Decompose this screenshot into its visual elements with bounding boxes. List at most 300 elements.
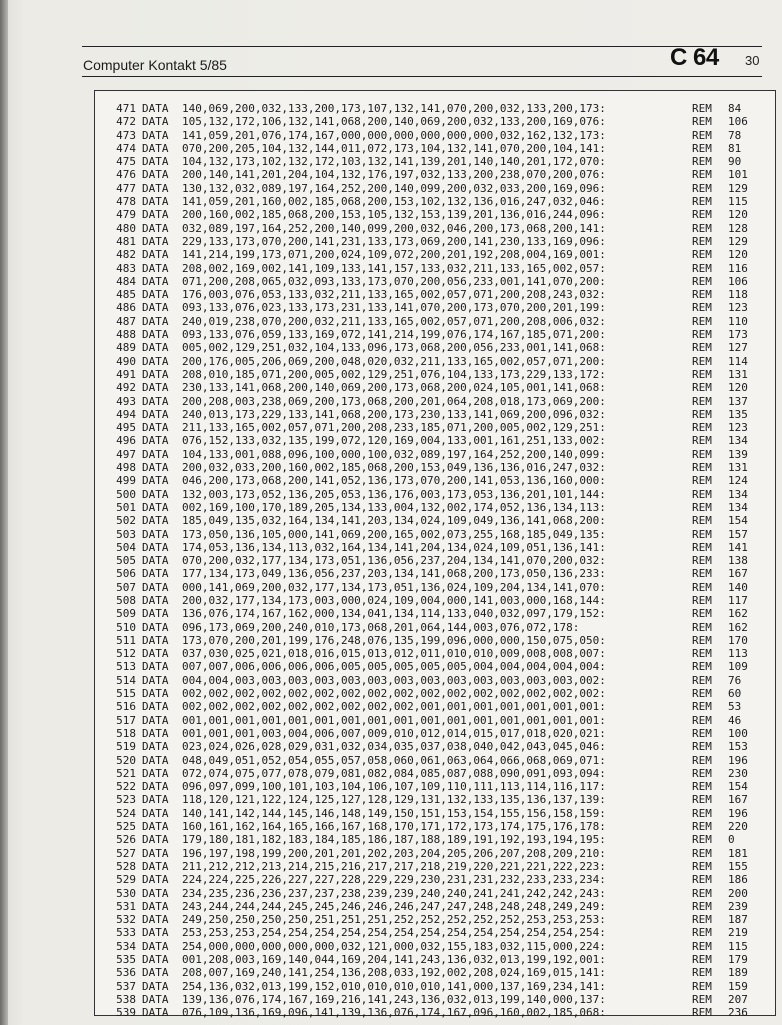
rem-keyword: REM (692, 687, 712, 701)
rem-keyword: REM (692, 381, 712, 395)
checksum: 115 (728, 939, 748, 953)
checksum: 141 (728, 540, 748, 554)
line-number: 531 (116, 899, 136, 913)
rem-keyword: REM (692, 328, 712, 342)
data-values: 211,212,212,213,214,215,216,217,217,218,219,220,221,221,222,223: (182, 859, 606, 873)
data-values: 185,049,135,032,164,134,141,203,134,024,109,049,136,141,068,200: (182, 514, 606, 528)
data-keyword: DATA (142, 381, 169, 395)
listing-line (106, 275, 754, 288)
line-number: 534 (116, 939, 136, 953)
listing-line (106, 235, 754, 248)
rem-keyword: REM (692, 447, 712, 461)
checksum: 135 (728, 407, 748, 421)
data-keyword: DATA (142, 155, 169, 169)
data-values: 243,244,244,244,245,245,246,246,246,247,247,248,248,248,249,249: (182, 899, 606, 913)
data-keyword: DATA (142, 673, 169, 687)
checksum: 76 (728, 673, 742, 687)
section-title: C 64 (670, 44, 719, 71)
data-keyword: DATA (142, 341, 169, 355)
rem-keyword: REM (692, 407, 712, 421)
data-values: 249,250,250,250,250,251,251,251,252,252,252,252,252,253,253,253: (182, 913, 606, 927)
listing-line (106, 581, 754, 594)
data-values: 177,134,173,049,136,056,237,203,134,141,068,200,173,050,136,233: (182, 567, 606, 581)
line-number: 499 (116, 474, 136, 488)
checksum: 123 (728, 301, 748, 315)
line-number: 509 (116, 607, 136, 621)
line-number: 538 (116, 992, 136, 1006)
data-values: 229,133,173,070,200,141,231,133,173,069,200,141,230,133,169,096: (182, 234, 606, 248)
data-values: 093,133,076,023,133,173,231,133,141,070,200,173,070,200,201,199: (182, 301, 606, 315)
data-values: 140,141,142,144,145,146,148,149,150,151,153,154,155,156,158,159: (182, 806, 606, 820)
data-keyword: DATA (142, 115, 169, 129)
checksum: 120 (728, 208, 748, 222)
rem-keyword: REM (692, 367, 712, 381)
rem-keyword: REM (692, 434, 712, 448)
listing-line (106, 860, 754, 873)
rem-keyword: REM (692, 673, 712, 687)
rem-keyword: REM (692, 873, 712, 887)
rem-keyword: REM (692, 620, 712, 634)
checksum: 109 (728, 660, 748, 674)
rem-keyword: REM (692, 288, 712, 302)
line-number: 489 (116, 341, 136, 355)
checksum: 78 (728, 128, 742, 142)
checksum: 113 (728, 647, 748, 661)
line-number: 528 (116, 859, 136, 873)
checksum: 114 (728, 354, 748, 368)
line-number: 508 (116, 593, 136, 607)
listing-line (106, 873, 754, 886)
data-keyword: DATA (142, 633, 169, 647)
rem-keyword: REM (692, 979, 712, 993)
data-keyword: DATA (142, 726, 169, 740)
rem-keyword: REM (692, 155, 712, 169)
line-number: 504 (116, 540, 136, 554)
checksum: 220 (728, 820, 748, 834)
data-keyword: DATA (142, 793, 169, 807)
page-number: 30 (745, 53, 760, 68)
line-number: 471 (116, 102, 136, 115)
listing-line (106, 554, 754, 567)
listing-line (106, 501, 754, 514)
listing-line (106, 993, 754, 1006)
data-values: 072,074,075,077,078,079,081,082,084,085,087,088,090,091,093,094: (182, 766, 606, 780)
checksum: 162 (728, 607, 748, 621)
checksum: 236 (728, 1006, 748, 1020)
listing-line (106, 847, 754, 860)
checksum: 81 (728, 141, 742, 155)
listing-line (106, 381, 754, 394)
line-number: 477 (116, 181, 136, 195)
rem-keyword: REM (692, 753, 712, 767)
data-keyword: DATA (142, 554, 169, 568)
rem-keyword: REM (692, 474, 712, 488)
checksum: 219 (728, 926, 748, 940)
header-top-rule (82, 46, 762, 47)
checksum: 100 (728, 726, 748, 740)
line-number: 483 (116, 261, 136, 275)
data-values: 070,200,032,177,134,173,051,136,056,237,204,134,141,070,200,032: (182, 554, 606, 568)
listing-line (106, 567, 754, 580)
checksum: 167 (728, 567, 748, 581)
checksum: 153 (728, 740, 748, 754)
line-number: 525 (116, 820, 136, 834)
line-number: 502 (116, 514, 136, 528)
rem-keyword: REM (692, 168, 712, 182)
data-keyword: DATA (142, 780, 169, 794)
data-values: 230,133,141,068,200,140,069,200,173,068,200,024,105,001,141,068: (182, 381, 606, 395)
rem-keyword: REM (692, 780, 712, 794)
data-keyword: DATA (142, 939, 169, 953)
data-values: 160,161,162,164,165,166,167,168,170,171,172,173,174,175,176,178: (182, 820, 606, 834)
line-number: 537 (116, 979, 136, 993)
checksum: 101 (728, 168, 748, 182)
checksum: 157 (728, 527, 748, 541)
checksum: 154 (728, 780, 748, 794)
listing-line (106, 647, 754, 660)
data-keyword: DATA (142, 833, 169, 847)
listing-line (106, 328, 754, 341)
listing-line (106, 488, 754, 501)
rem-keyword: REM (692, 647, 712, 661)
data-values: 200,032,177,134,173,003,000,024,109,004,000,141,003,000,168,144: (182, 593, 606, 607)
line-number: 480 (116, 221, 136, 235)
listing-line (106, 182, 754, 195)
data-keyword: DATA (142, 979, 169, 993)
data-keyword: DATA (142, 168, 169, 182)
checksum: 123 (728, 421, 748, 435)
rem-keyword: REM (692, 128, 712, 142)
checksum: 0 (728, 833, 735, 847)
data-values: 253,253,253,254,254,254,254,254,254,254,254,254,254,254,254,254: (182, 926, 606, 940)
checksum: 140 (728, 580, 748, 594)
data-keyword: DATA (142, 514, 169, 528)
data-values: 211,133,165,002,057,071,200,208,233,185,071,200,005,002,129,251: (182, 421, 606, 435)
checksum: 129 (728, 181, 748, 195)
line-number: 524 (116, 806, 136, 820)
line-number: 472 (116, 115, 136, 129)
line-number: 488 (116, 328, 136, 342)
data-keyword: DATA (142, 886, 169, 900)
rem-keyword: REM (692, 248, 712, 262)
data-values: 000,141,069,200,032,177,134,173,051,136,024,109,204,134,141,070: (182, 580, 606, 594)
listing-line (106, 514, 754, 527)
listing-line (106, 528, 754, 541)
data-values: 007,007,006,006,006,006,005,005,005,005,005,004,004,004,004,004: (182, 660, 606, 674)
line-number: 486 (116, 301, 136, 315)
line-number: 505 (116, 554, 136, 568)
data-values: 234,235,236,236,237,237,238,239,239,240,240,241,241,242,242,243: (182, 886, 606, 900)
checksum: 181 (728, 846, 748, 860)
line-number: 526 (116, 833, 136, 847)
magazine-issue: Computer Kontakt 5/85 (83, 57, 227, 73)
listing-line (106, 807, 754, 820)
checksum: 167 (728, 793, 748, 807)
listing-line (106, 474, 754, 487)
data-values: 023,024,026,028,029,031,032,034,035,037,038,040,042,043,045,046: (182, 740, 606, 754)
line-number: 478 (116, 195, 136, 209)
data-keyword: DATA (142, 753, 169, 767)
line-number: 474 (116, 141, 136, 155)
data-keyword: DATA (142, 1006, 169, 1020)
line-number: 535 (116, 953, 136, 966)
checksum: 155 (728, 859, 748, 873)
rem-keyword: REM (692, 115, 712, 129)
data-values: 141,059,201,160,002,185,068,200,153,102,132,136,016,247,032,046: (182, 195, 606, 209)
data-values: 130,132,032,089,197,164,252,200,140,099,200,032,033,200,169,096: (182, 181, 606, 195)
rem-keyword: REM (692, 992, 712, 1006)
data-keyword: DATA (142, 195, 169, 209)
data-values: 001,208,003,169,140,044,169,204,141,243,136,032,013,199,192,001: (182, 953, 606, 966)
listing-line (106, 594, 754, 607)
rem-keyword: REM (692, 607, 712, 621)
listing-line (106, 820, 754, 833)
checksum: 134 (728, 434, 748, 448)
line-number: 512 (116, 647, 136, 661)
listing-line (106, 155, 754, 168)
line-number: 529 (116, 873, 136, 887)
checksum: 137 (728, 394, 748, 408)
listing-line (106, 129, 754, 142)
data-keyword: DATA (142, 607, 169, 621)
listing-line (106, 315, 754, 328)
line-number: 481 (116, 234, 136, 248)
data-keyword: DATA (142, 181, 169, 195)
rem-keyword: REM (692, 633, 712, 647)
listing-lines (106, 102, 754, 1019)
data-keyword: DATA (142, 314, 169, 328)
data-values: 002,169,100,170,189,205,134,133,004,132,002,174,052,136,134,113: (182, 500, 606, 514)
line-number: 519 (116, 740, 136, 754)
data-values: 196,197,198,199,200,201,201,202,203,204,205,206,207,208,209,210: (182, 846, 606, 860)
listing-line (106, 660, 754, 673)
listing-line (106, 168, 754, 181)
rem-keyword: REM (692, 766, 712, 780)
checksum: 46 (728, 713, 742, 727)
rem-keyword: REM (692, 554, 712, 568)
line-number: 515 (116, 687, 136, 701)
data-values: 104,132,173,102,132,172,103,132,141,139,201,140,140,201,172,070: (182, 155, 606, 169)
line-number: 532 (116, 913, 136, 927)
rem-keyword: REM (692, 141, 712, 155)
checksum: 116 (728, 261, 748, 275)
data-values: 240,013,173,229,133,141,068,200,173,230,133,141,069,200,096,032: (182, 407, 606, 421)
checksum: 115 (728, 195, 748, 209)
listing-line (106, 222, 754, 235)
listing-line (106, 115, 754, 128)
data-values: 132,003,173,052,136,205,053,136,176,003,173,053,136,201,101,144: (182, 487, 606, 501)
data-values: 001,001,001,001,001,001,001,001,001,001,001,001,001,001,001,001: (182, 713, 606, 727)
listing-line (106, 102, 754, 115)
data-values: 200,160,002,185,068,200,153,105,132,153,139,201,136,016,244,096: (182, 208, 606, 222)
checksum: 179 (728, 953, 748, 966)
checksum: 129 (728, 234, 748, 248)
rem-keyword: REM (692, 886, 712, 900)
line-number: 503 (116, 527, 136, 541)
rem-keyword: REM (692, 540, 712, 554)
listing-line (106, 301, 754, 314)
checksum: 128 (728, 221, 748, 235)
line-number: 533 (116, 926, 136, 940)
data-values: 096,097,099,100,101,103,104,106,107,109,110,111,113,114,116,117: (182, 780, 606, 794)
line-number: 490 (116, 354, 136, 368)
data-values: 070,200,205,104,132,144,011,072,173,104,132,141,070,200,104,141: (182, 141, 606, 155)
listing-line (106, 355, 754, 368)
data-keyword: DATA (142, 846, 169, 860)
rem-keyword: REM (692, 660, 712, 674)
data-keyword: DATA (142, 261, 169, 275)
line-number: 496 (116, 434, 136, 448)
line-number: 510 (116, 620, 136, 634)
data-values: 076,152,133,032,135,199,072,120,169,004,133,001,161,251,133,002: (182, 434, 606, 448)
line-number: 498 (116, 461, 136, 475)
checksum: 162 (728, 620, 748, 634)
checksum: 189 (728, 966, 748, 980)
line-number: 514 (116, 673, 136, 687)
checksum: 127 (728, 341, 748, 355)
rem-keyword: REM (692, 354, 712, 368)
line-number: 516 (116, 700, 136, 714)
data-values: 002,002,002,002,002,002,002,002,002,002,002,002,002,002,002,002: (182, 687, 606, 701)
data-values: 104,133,001,088,096,100,000,100,032,089,197,164,252,200,140,099: (182, 447, 606, 461)
rem-keyword: REM (692, 593, 712, 607)
listing-line (106, 727, 754, 740)
rem-keyword: REM (692, 394, 712, 408)
rem-keyword: REM (692, 806, 712, 820)
header-bottom-rule (82, 76, 762, 77)
rem-keyword: REM (692, 966, 712, 980)
data-values: 141,059,201,076,174,167,000,000,000,000,000,000,032,162,132,173: (182, 128, 606, 142)
checksum: 173 (728, 328, 748, 342)
rem-keyword: REM (692, 939, 712, 953)
checksum: 110 (728, 314, 748, 328)
data-values: 076,109,136,169,096,141,139,136,076,174,167,096,160,002,185,068: (182, 1006, 606, 1020)
data-keyword: DATA (142, 859, 169, 873)
line-number: 507 (116, 580, 136, 594)
data-values: 173,050,136,105,000,141,069,200,165,002,073,255,168,185,049,135: (182, 527, 606, 541)
line-number: 522 (116, 780, 136, 794)
listing-line (106, 368, 754, 381)
listing-line (106, 714, 754, 727)
data-keyword: DATA (142, 540, 169, 554)
rem-keyword: REM (692, 580, 712, 594)
listing-line (106, 740, 754, 753)
listing-line (106, 288, 754, 301)
rem-keyword: REM (692, 274, 712, 288)
data-keyword: DATA (142, 740, 169, 754)
data-keyword: DATA (142, 713, 169, 727)
data-keyword: DATA (142, 128, 169, 142)
data-values: 001,001,001,003,004,006,007,009,010,012,014,015,017,018,020,021: (182, 726, 606, 740)
line-number: 473 (116, 128, 136, 142)
data-values: 032,089,197,164,252,200,140,099,200,032,046,200,173,068,200,141: (182, 221, 606, 235)
listing-line (106, 833, 754, 846)
rem-keyword: REM (692, 793, 712, 807)
data-values: 208,002,169,002,141,109,133,141,157,133,032,211,133,165,002,057: (182, 261, 606, 275)
data-keyword: DATA (142, 208, 169, 222)
data-keyword: DATA (142, 953, 169, 966)
rem-keyword: REM (692, 567, 712, 581)
rem-keyword: REM (692, 740, 712, 754)
listing-line (106, 634, 754, 647)
rem-keyword: REM (692, 102, 712, 115)
rem-keyword: REM (692, 899, 712, 913)
checksum: 117 (728, 593, 748, 607)
data-keyword: DATA (142, 926, 169, 940)
checksum: 106 (728, 115, 748, 129)
rem-keyword: REM (692, 314, 712, 328)
data-values: 179,180,181,182,183,184,185,186,187,188,189,191,192,193,194,195: (182, 833, 606, 847)
data-values: 118,120,121,122,124,125,127,128,129,131,132,133,135,136,137,139: (182, 793, 606, 807)
line-number: 536 (116, 966, 136, 980)
line-number: 491 (116, 367, 136, 381)
data-keyword: DATA (142, 580, 169, 594)
line-number: 494 (116, 407, 136, 421)
data-keyword: DATA (142, 687, 169, 701)
data-values: 037,030,025,021,018,016,015,013,012,011,010,010,009,008,008,007: (182, 647, 606, 661)
rem-keyword: REM (692, 421, 712, 435)
data-keyword: DATA (142, 407, 169, 421)
rem-keyword: REM (692, 514, 712, 528)
line-number: 518 (116, 726, 136, 740)
rem-keyword: REM (692, 195, 712, 209)
listing-line (106, 142, 754, 155)
data-keyword: DATA (142, 820, 169, 834)
data-keyword: DATA (142, 301, 169, 315)
page-spine-shadow (0, 0, 8, 1025)
data-keyword: DATA (142, 328, 169, 342)
listing-line (106, 607, 754, 620)
checksum: 138 (728, 554, 748, 568)
data-values: 176,003,076,053,133,032,211,133,165,002,057,071,200,208,243,032: (182, 288, 606, 302)
data-keyword: DATA (142, 913, 169, 927)
line-number: 539 (116, 1006, 136, 1020)
data-keyword: DATA (142, 647, 169, 661)
checksum: 84 (728, 102, 742, 115)
listing-line (106, 208, 754, 221)
rem-keyword: REM (692, 221, 712, 235)
data-values: 139,136,076,174,167,169,216,141,243,136,032,013,199,140,000,137: (182, 992, 606, 1006)
listing-line (106, 780, 754, 793)
checksum: 120 (728, 381, 748, 395)
listing-line (106, 541, 754, 554)
line-number: 517 (116, 713, 136, 727)
listing-line (106, 195, 754, 208)
data-keyword: DATA (142, 474, 169, 488)
listing-line (106, 767, 754, 780)
checksum: 196 (728, 806, 748, 820)
checksum: 124 (728, 474, 748, 488)
rem-keyword: REM (692, 261, 712, 275)
listing-line (106, 674, 754, 687)
listing-line (106, 434, 754, 447)
data-keyword: DATA (142, 421, 169, 435)
line-number: 495 (116, 421, 136, 435)
line-number: 506 (116, 567, 136, 581)
data-values: 004,004,003,003,003,003,003,003,003,003,003,003,003,003,003,002: (182, 673, 606, 687)
data-values: 140,069,200,032,133,200,173,107,132,141,070,200,032,133,200,173: (182, 102, 606, 115)
data-keyword: DATA (142, 620, 169, 634)
data-keyword: DATA (142, 966, 169, 980)
listing-line (106, 900, 754, 913)
data-values: 200,032,033,200,160,002,185,068,200,153,049,136,136,016,247,032: (182, 461, 606, 475)
program-listing-box (94, 90, 776, 1020)
checksum: 134 (728, 487, 748, 501)
checksum: 159 (728, 979, 748, 993)
listing-line (106, 341, 754, 354)
line-number: 530 (116, 886, 136, 900)
rem-keyword: REM (692, 181, 712, 195)
